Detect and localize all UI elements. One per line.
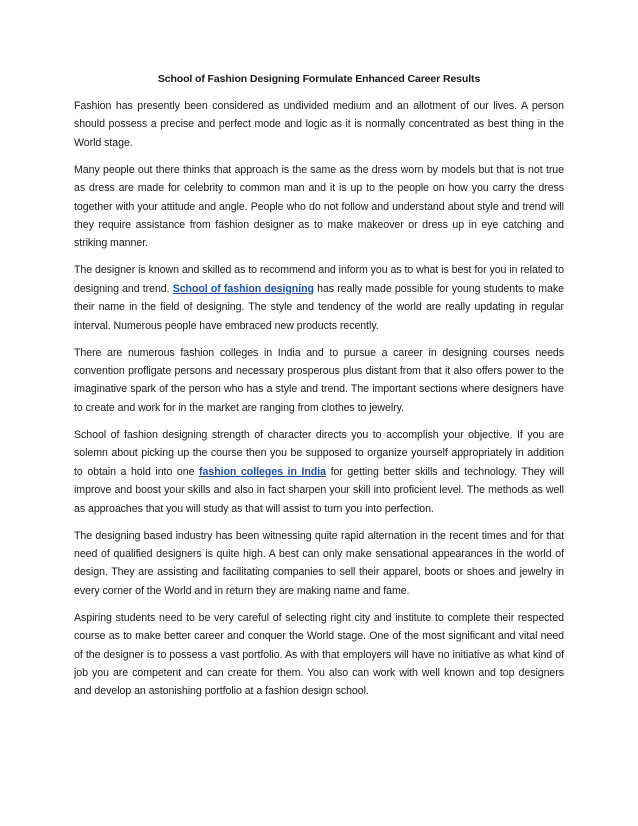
paragraph-2: Many people out there thinks that approach is the same as the dress worn by models but that is not true as dress are made for celebrity to common man and it is up to the people on how you carry the dress together with your attitude and angle. People who do not follow and understand about style and trend will they require assistance from fashion designer as to make makeover or dress up in eye catching and striking manner. [74, 163, 564, 250]
paragraph-5 [74, 426, 564, 518]
document-page [74, 70, 564, 709]
paragraph-5-text-before: School of fashion designing strength of character directs you to accomplish your objective. If you are solemn about picking up the course then you be supposed to organize yourself appropriately in addition to obtain a hold into one [74, 428, 564, 478]
paragraph-3 [74, 261, 564, 335]
paragraph-7: Aspiring students need to be very careful of selecting right city and institute to complete their respected course as to make better career and conquer the World stage. One of the most significant and vital need of the designer is to possess a vast portfolio. As with that employers will have no initiative as what kind of job you are competent and can create for them. You also can work with well known and top designers and develop an astonishing portfolio at a fashion design school. [74, 611, 564, 698]
paragraph-6: The designing based industry has been witnessing quite rapid alternation in the recent times and for that need of qualified designers is quite high. A best can only make sensational appearances in the world of design. They are assisting and facilitating companies to sell their apparel, boots or shoes and jewelry in every corner of the World and in return they are making name and fame. [74, 529, 564, 597]
paragraph-1: Fashion has presently been considered as undivided medium and an allotment of our lives. A person should possess a precise and perfect mode and logic as it is normally concentrated as best thing in the World stage. [74, 100, 564, 149]
paragraph-3-text-after: has really made possible for young students to make their name in the field of designing. The style and tendency of the world are really updating in regular interval. Numerous people have embraced new products recently. [74, 282, 564, 332]
paragraph-5-text-after: for getting better skills and technology. They will improve and boost your skills and also in fact sharpen your skill into proficient level. The methods as well as approaches that you will study as that will assist to turn you into perfection. [74, 465, 564, 515]
paragraph-4: There are numerous fashion colleges in India and to pursue a career in designing courses needs convention profligate persons and necessary prosperous plus distant from that it also offers power to the imaginative spark of the person who has a style and trend. The important sections where designers have to create and work for in the market are ranging from clothes to jewelry. [74, 346, 564, 414]
school-of-fashion-designing-link[interactable]: School of fashion designing [172, 282, 314, 295]
fashion-colleges-in-india-link[interactable]: fashion colleges in India [199, 465, 326, 478]
document-title: School of Fashion Designing Formulate Enhanced Career Results [157, 73, 481, 85]
paragraph-3-text-before: The designer is known and skilled as to recommend and inform you as to what is best for you in related to designing and trend. [74, 264, 564, 295]
